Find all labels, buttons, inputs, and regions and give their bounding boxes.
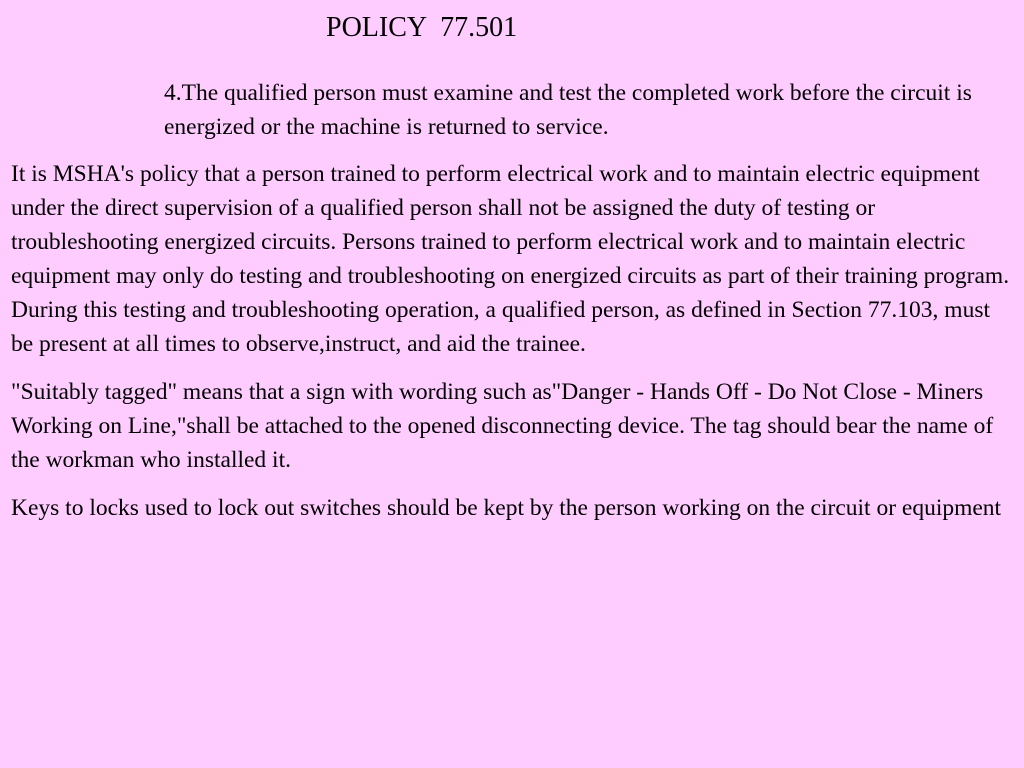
paragraph-lock-keys: Keys to locks used to lock out switches should be kept by the person working on the circuit or equipment [11,495,1002,521]
policy-body [11,157,1016,539]
policy-point-4: 4.The qualified person must examine and test the completed work before the circuit is energized or the machine is returned to service. [164,80,972,140]
paragraph-msha-policy: It is MSHA's policy that a person trained to perform electrical work and to maintain electric equipment under the direct supervision of a qualified person shall not be assigned the duty of testing or troubleshooting energized circuits. Persons trained to perform electrical work and to maintain electric equipment may only do testing and troubleshooting on energized circuits as part of their training program. During this testing and troubleshooting operation, a qualified person, as defined in Section 77.103, must be present at all times to observe,instruct, and aid the trainee. [11,161,1010,357]
slide-title: POLICY 77.501 [326,12,518,43]
paragraph-suitably-tagged: "Suitably tagged" means that a sign with wording such as"Danger - Hands Off - Do Not Close - Miners Working on Line,"shall be attached to the opened disconnecting device. The tag should bear the name of the workman who installed it. [11,379,994,473]
